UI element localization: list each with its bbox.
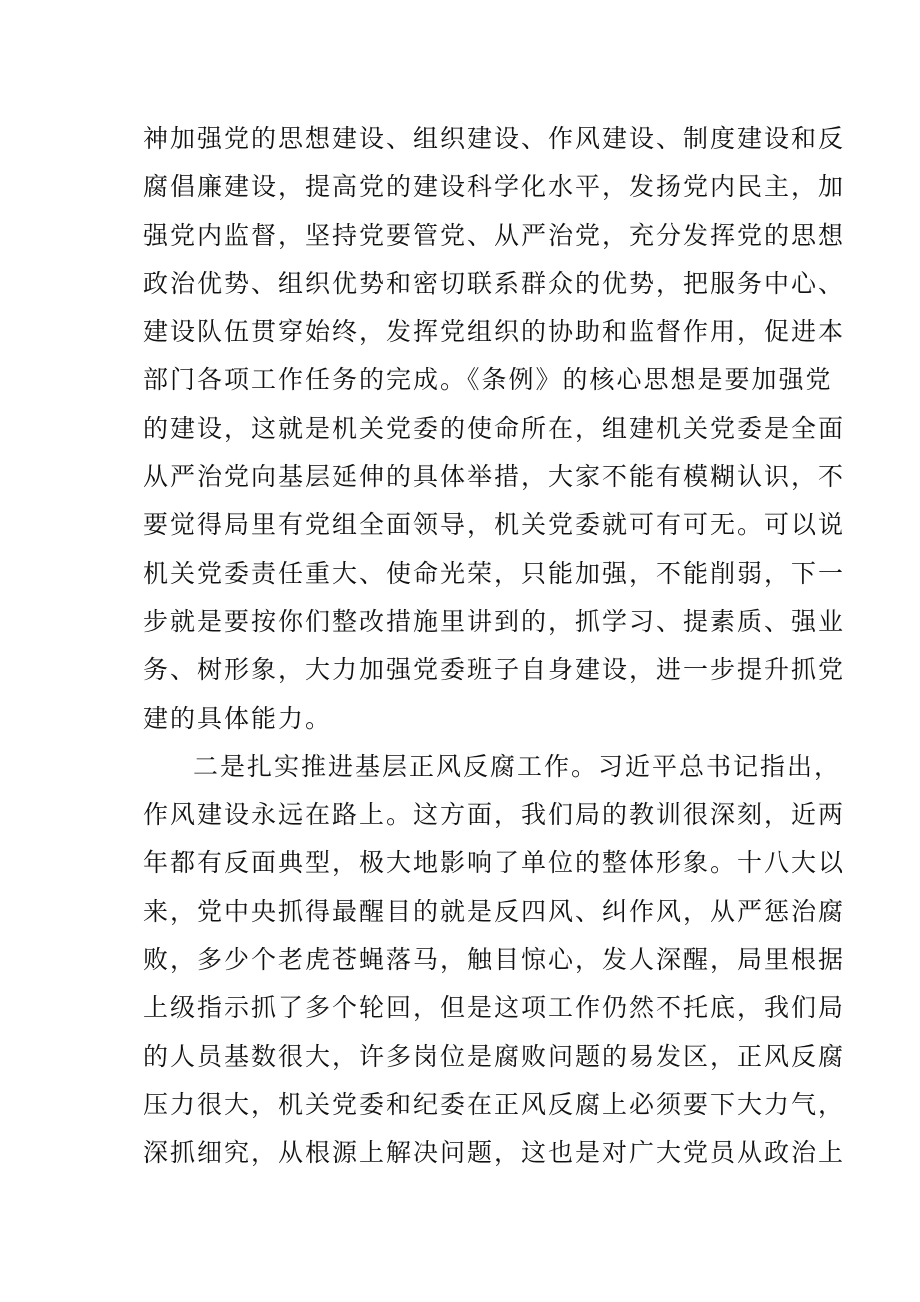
text-line: 年都有反面典型，极大地影响了单位的整体形象。十八大以 xyxy=(143,848,846,878)
paragraph-start-line: 二是扎实推进基层正风反腐工作。习近平总书记指出， xyxy=(193,751,842,781)
text-line: 部门各项工作任务的完成。《条例》的核心思想是要加强党 xyxy=(143,365,833,395)
text-line: 作风建设永远在路上。这方面，我们局的教训很深刻，近两 xyxy=(143,800,846,830)
body-text xyxy=(143,115,846,1178)
text-line: 压力很大，机关党委和纪委在正风反腐上必须要下大力气， xyxy=(143,1089,846,1119)
text-line: 腐倡廉建设，提高党的建设科学化水平，发扬党内民主，加 xyxy=(143,172,846,202)
text-line: 的建设，这就是机关党委的使命所在，组建机关党委是全面 xyxy=(143,413,846,443)
text-line: 深抓细究，从根源上解决问题，这也是对广大党员从政治上 xyxy=(143,1138,846,1168)
text-line: 机关党委责任重大、使命光荣，只能加强，不能削弱，下一 xyxy=(143,558,846,588)
text-line: 建设队伍贯穿始终，发挥党组织的协助和监督作用，促进本 xyxy=(143,317,846,347)
text-line: 败，多少个老虎苍蝇落马，触目惊心，发人深醒，局里根据 xyxy=(143,945,846,975)
text-line: 要觉得局里有党组全面领导，机关党委就可有可无。可以说 xyxy=(143,510,846,540)
text-line: 的人员基数很大，许多岗位是腐败问题的易发区，正风反腐 xyxy=(143,1041,846,1071)
text-line: 建的具体能力。 xyxy=(143,703,333,733)
text-line: 步就是要按你们整改措施里讲到的，抓学习、提素质、强业 xyxy=(143,606,846,636)
text-line: 神加强党的思想建设、组织建设、作风建设、制度建设和反 xyxy=(143,124,846,153)
text-line: 从严治党向基层延伸的具体举措，大家不能有模糊认识，不 xyxy=(143,462,846,492)
text-line: 政治优势、组织优势和密切联系群众的优势，把服务中心、 xyxy=(143,268,846,298)
text-line: 上级指示抓了多个轮回，但是这项工作仍然不托底，我们局 xyxy=(143,993,846,1023)
text-line: 务、树形象，大力加强党委班子自身建设，进一步提升抓党 xyxy=(143,655,846,685)
text-line: 来，党中央抓得最醒目的就是反四风、纠作风，从严惩治腐 xyxy=(143,896,846,926)
text-line: 强党内监督，坚持党要管党、从严治党，充分发挥党的思想 xyxy=(143,220,846,250)
